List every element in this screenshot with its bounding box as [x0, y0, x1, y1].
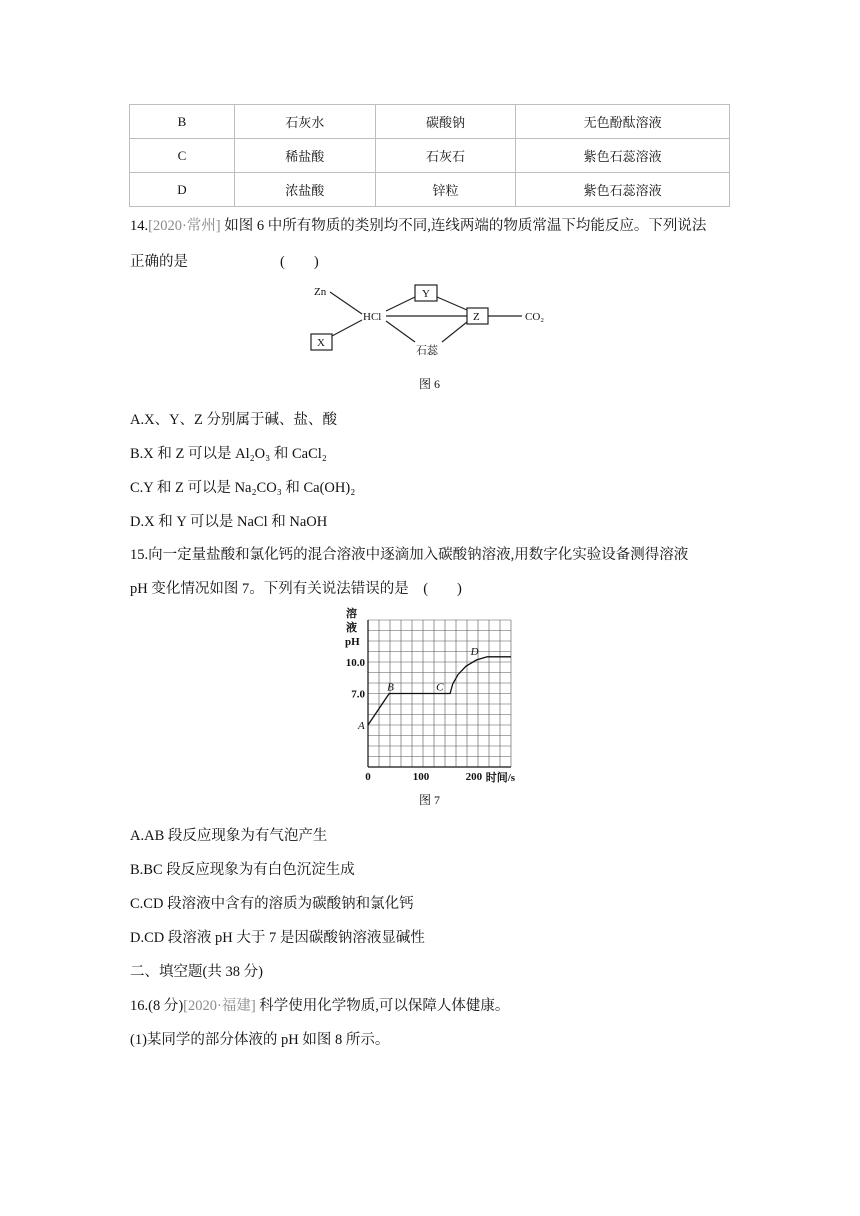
table-cell: B	[130, 105, 235, 139]
q15-option-a	[130, 824, 327, 845]
q15-option-c-text: C.CD 段溶液中含有的溶质为碳酸钠和氯化钙	[130, 896, 414, 912]
edge-zn-hcl	[330, 292, 362, 314]
point-label-a: A	[358, 720, 365, 732]
q15-option-b-text: B.BC 段反应现象为有白色沉淀生成	[130, 862, 355, 878]
table-cell: C	[130, 139, 235, 173]
node-y: Y	[422, 288, 430, 300]
y-axis-label: 液	[346, 622, 357, 634]
q15-option-a-text: A.AB 段反应现象为有气泡产生	[130, 828, 328, 844]
q14-option-b: B.X 和 Z 可以是 Al₂O₃ 和 CaCl₂	[130, 446, 327, 462]
node-zn: Zn	[314, 286, 327, 298]
q15-option-c	[130, 892, 414, 913]
q16-sub1: (1)某同学的部分体液的 pH 如图 8 所示。	[130, 1032, 390, 1048]
y-axis-label: pH	[345, 636, 360, 648]
q16-stem	[130, 994, 509, 1015]
table-cell: 石灰石	[375, 139, 516, 173]
edge-x-hcl	[332, 320, 362, 336]
edge-shirui-z	[442, 322, 467, 342]
figure-7-caption: 图 7	[419, 793, 441, 807]
q15-option-b	[130, 858, 355, 879]
x-tick-label: 200	[465, 771, 483, 783]
table-row	[130, 105, 730, 139]
x-tick-label: 0	[365, 771, 371, 783]
table-row	[130, 139, 730, 173]
point-label-d: D	[470, 645, 479, 658]
table-cell: 碳酸钠	[375, 105, 516, 139]
y-axis-label: 溶	[346, 608, 357, 620]
node-hcl: HCl	[363, 311, 382, 323]
q14-text-line2: 正确的是	[130, 254, 188, 270]
q14-stem-line2	[130, 250, 319, 271]
q15-option-d-text: D.CD 段溶液 pH 大于 7 是因碳酸钠溶液显碱性	[130, 930, 425, 946]
edge-hcl-shirui	[386, 321, 415, 342]
q14-option-c: C.Y 和 Z 可以是 Na₂CO₃ 和 Ca(OH)₂	[130, 480, 356, 496]
table-cell: 紫色石蕊溶液	[516, 173, 730, 207]
table-cell: D	[130, 173, 235, 207]
q14-option-d: D.X 和 Y 可以是 NaCl 和 NaOH	[130, 514, 328, 530]
q14-option-a: A.X、Y、Z 分别属于碱、盐、酸	[130, 412, 338, 428]
node-z: Z	[473, 311, 480, 323]
q14-source: [2020·常州]	[148, 218, 221, 234]
table-cell: 锌粒	[375, 173, 516, 207]
table-cell: 浓盐酸	[234, 173, 375, 207]
q14-answer-paren: ( )	[280, 254, 319, 270]
table-cell: 紫色石蕊溶液	[516, 139, 730, 173]
table-cell: 稀盐酸	[234, 139, 375, 173]
q15-stem-line1: 15.向一定量盐酸和氯化钙的混合溶液中逐滴加入碳酸钠溶液,用数字化实验设备测得溶液	[130, 547, 689, 563]
q14-stem-line1	[130, 214, 706, 235]
node-x: X	[317, 337, 325, 349]
y-tick-label: 7.0	[351, 688, 365, 701]
q14-number: 14.	[130, 218, 149, 234]
figure-7-chart	[340, 603, 540, 783]
edge-y-z	[437, 297, 467, 310]
figure-6-diagram	[300, 280, 560, 360]
x-axis-label: 时间/s	[485, 772, 516, 783]
chart-point-labels	[357, 646, 479, 732]
table-row	[130, 173, 730, 207]
q16-source: [2020·福建]	[183, 998, 256, 1014]
edge-hcl-y	[386, 297, 415, 311]
q15-stem-line2: pH 变化情况如图 7。下列有关说法错误的是 ( )	[130, 581, 462, 597]
x-tick-label: 100	[412, 771, 430, 783]
q16-text: 科学使用化学物质,可以保障人体健康。	[255, 998, 510, 1014]
q14-text-line1: 如图 6 中所有物质的类别均不同,连线两端的物质常温下均能反应。下列说法	[220, 218, 707, 234]
table-cell: 石灰水	[234, 105, 375, 139]
section-2-title: 二、填空题(共 38 分)	[130, 964, 263, 980]
figure-6-caption: 图 6	[419, 377, 441, 391]
point-label-c: C	[436, 681, 444, 694]
point-label-b: B	[387, 681, 394, 694]
q16-number: 16.(8 分)	[130, 998, 184, 1014]
q15-option-d	[130, 926, 425, 947]
options-table	[129, 104, 730, 207]
node-shirui: 石蕊	[416, 345, 438, 357]
y-tick-label: 10.0	[345, 657, 365, 669]
node-co2: CO₂	[525, 311, 545, 323]
table-cell: 无色酚酞溶液	[516, 105, 730, 139]
